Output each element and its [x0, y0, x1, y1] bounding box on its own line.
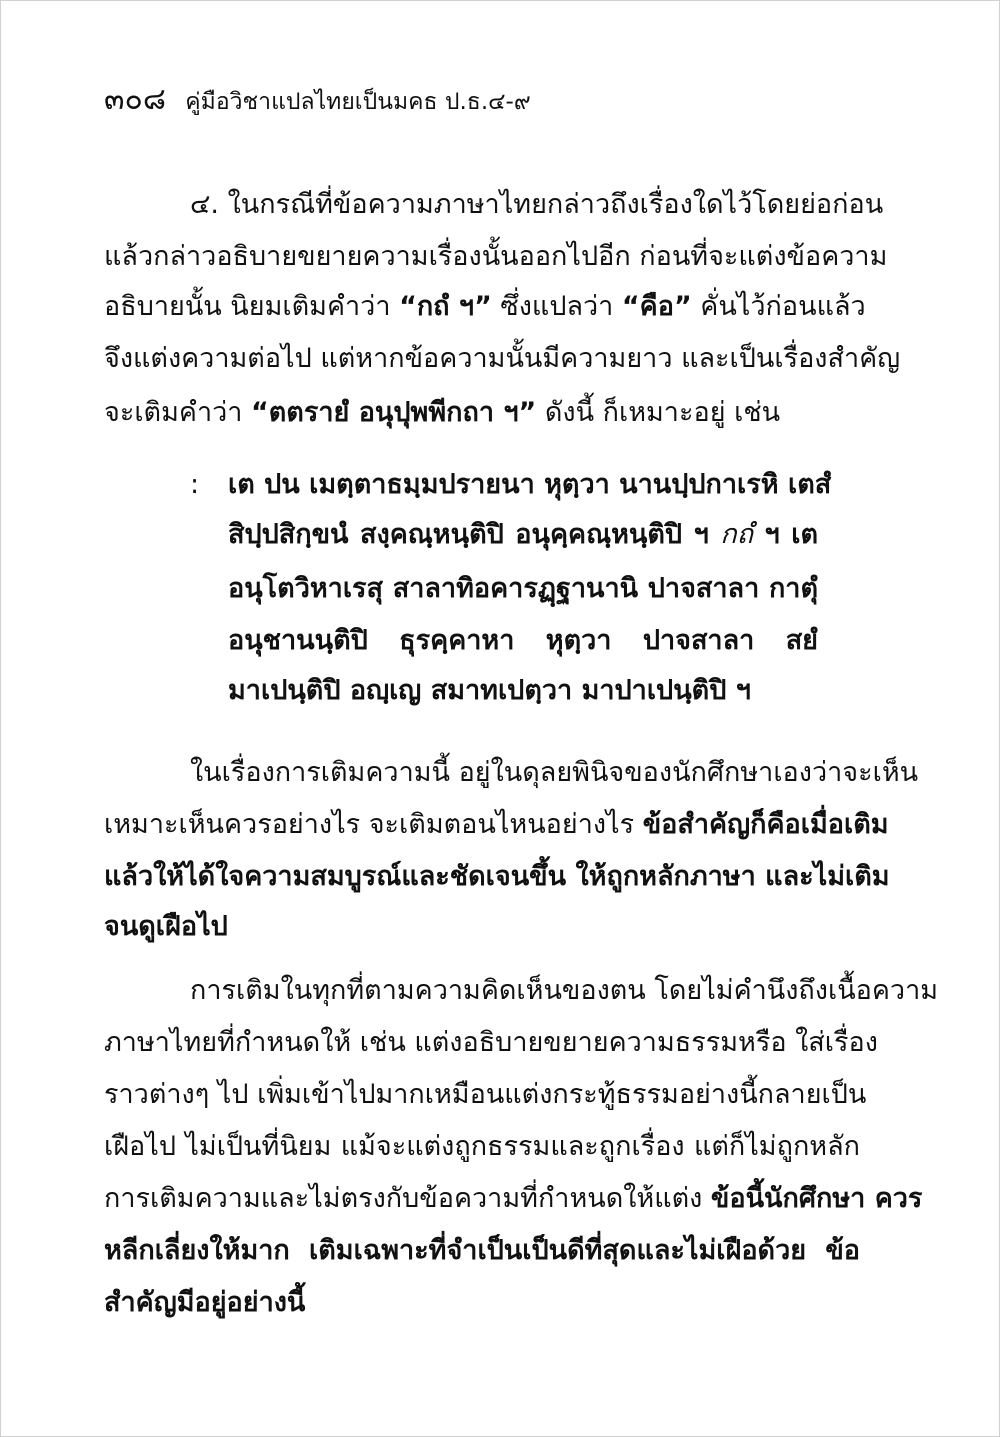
text: อธิบายนั้น นิยมเติมคำว่า	[104, 291, 400, 322]
bold-text: ข้อนี้นักศึกษา ควร	[710, 1183, 923, 1214]
page-number: ๓๐๘	[104, 82, 166, 117]
book-title: คู่มือวิชาแปลไทยเป็นมคธ ป.ธ.๔-๙	[185, 89, 531, 115]
text: คั่นไว้ก่อนแล้ว	[691, 291, 866, 322]
section4-line-1: ๔. ในกรณีที่ข้อความภาษาไทยกล่าวถึงเรื่องใดไว้โดยย่อก่อน	[190, 189, 884, 220]
section4-line-2: แล้วกล่าวอธิบายขยายความเรื่องนั้นออกไปอีก ก่อนที่จะแต่งข้อความ	[104, 241, 888, 272]
para3-line-4: เฝือไป ไม่เป็นที่นิยม แม้จะแต่งถูกธรรมและถูกเรื่อง แต่ก็ไม่ถูกหลัก	[104, 1131, 860, 1162]
pali-line-5: มาเปนฺติปิ อญฺเญ สมาทเปตฺวา มาปาเปนฺติปิ ฯ	[228, 675, 751, 706]
pali-line-1: เต ปน เมตฺตาธมฺมปรายนา หุตฺวา นานปฺปกาเรหิ เตสํ	[228, 469, 832, 500]
bold-term-kathang: “กถํ ฯ”	[399, 291, 492, 322]
pali-line-3: อนุโตวิหาเรสุ สาลาทิอคารฏฺฐานานิ ปาจสาลา กาตุํ	[228, 573, 818, 604]
para3-line-6: หลีกเลี่ยงให้มาก เติมเฉพาะที่จำเป็นเป็นดีที่สุดและไม่เฝือด้วย ข้อ	[104, 1235, 860, 1266]
section4-line-4: จึงแต่งความต่อไป แต่หากข้อความนั้นมีความยาว และเป็นเรื่องสำคัญ	[104, 343, 901, 374]
example-colon: :	[190, 469, 200, 500]
pali-line-2	[228, 512, 818, 558]
pali-line-4: อนุชานนฺติปิ ธุรคฺคาหา หุตฺวา ปาจสาลา สยํ	[228, 625, 818, 656]
bold-text: ข้อสำคัญก็คือเมื่อเติม	[642, 809, 889, 840]
para2-line-1: ในเรื่องการเติมความนี้ อยู่ในดุลยพินิจของนักศึกษาเองว่าจะเห็น	[190, 757, 919, 788]
text: สิปฺปสิกฺขนํ สงฺคณฺหนฺติปิ อนุคฺคณฺหนฺติปิ ฯ	[228, 519, 721, 550]
text: ฯ เต	[753, 519, 818, 550]
text: ซึ่งแปลว่า	[491, 291, 622, 322]
text: จะเติมคำว่า	[104, 397, 252, 428]
para2-line-4: จนดูเฝือไป	[104, 911, 228, 942]
para3-line-7: สำคัญมีอยู่อย่างนี้	[104, 1287, 306, 1318]
para2-line-2	[104, 802, 889, 848]
bold-term-tattarayam: “ตตรายํ อนุปุพพีกถา ฯ”	[251, 397, 537, 428]
text: เหมาะเห็นควรอย่างไร จะเติมตอนไหนอย่างไร	[104, 809, 643, 840]
para3-line-3: ราวต่างๆ ไป เพิ่มเข้าไปมากเหมือนแต่งกระทู้ธรรมอย่างนี้กลายเป็น	[104, 1079, 867, 1110]
text: การเติมความและไม่ตรงกับข้อความที่กำหนดให้แต่ง	[104, 1183, 711, 1214]
running-header	[104, 80, 531, 122]
para3-line-2: ภาษาไทยที่กำหนดให้ เช่น แต่งอธิบายขยายความธรรมหรือ ใส่เรื่อง	[104, 1027, 878, 1058]
para3-line-1: การเติมในทุกที่ตามความคิดเห็นของตน โดยไม่คำนึงถึงเนื้อความ	[190, 975, 939, 1006]
section4-line-3	[104, 284, 866, 330]
text: ดังนี้ ก็เหมาะอยู่ เช่น	[536, 397, 781, 428]
bold-term-khue: “คือ”	[621, 291, 692, 322]
para3-line-5	[104, 1176, 923, 1222]
para2-line-3: แล้วให้ได้ใจความสมบูรณ์และชัดเจนขึ้น ให้ถูกหลักภาษา และไม่เติม	[104, 861, 890, 892]
section4-line-5	[104, 390, 860, 436]
italic-term-katham: กถํ	[720, 519, 753, 550]
